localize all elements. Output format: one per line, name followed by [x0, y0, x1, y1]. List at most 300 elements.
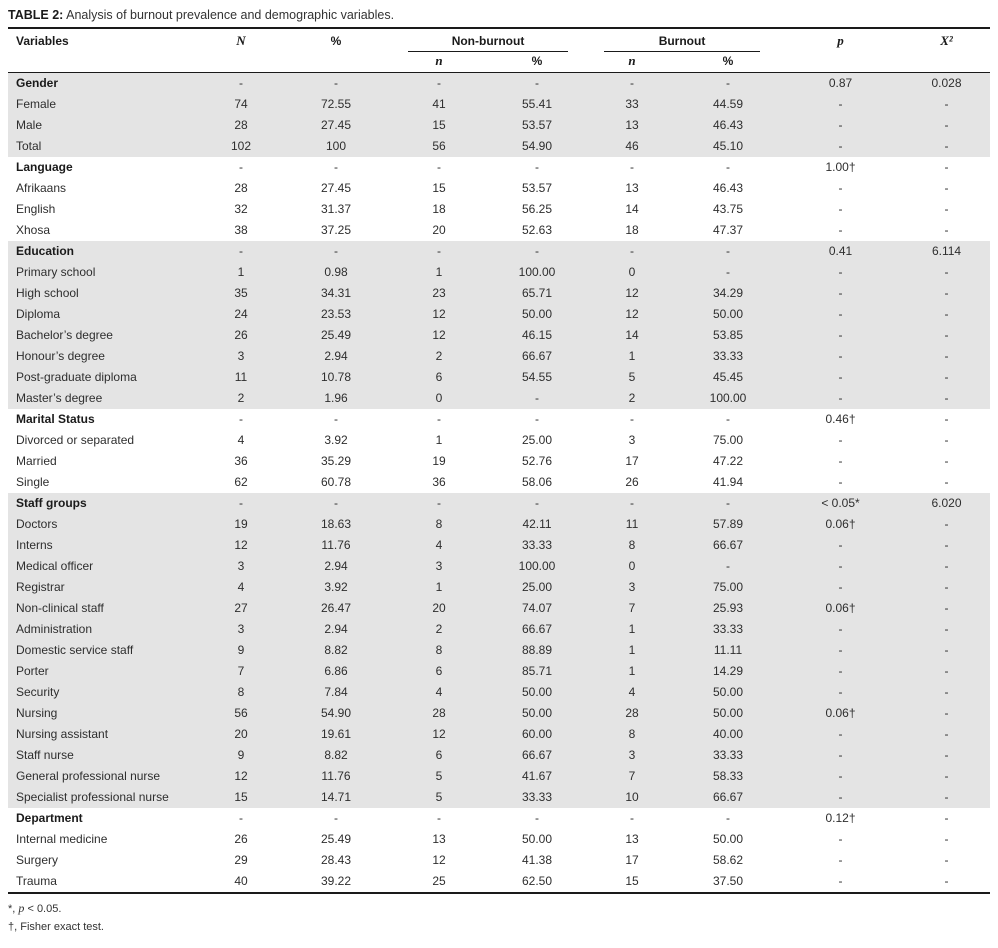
cell-n-total: 12 [200, 535, 282, 556]
cell-nonburnout-n: 41 [390, 94, 488, 115]
cell-n-total: - [200, 241, 282, 262]
row-label: Nursing [8, 703, 200, 724]
table-row [8, 262, 990, 283]
cell-p-value: - [778, 745, 903, 766]
cell-nonburnout-n: - [437, 811, 441, 825]
cell-pct-total: 6.86 [282, 661, 390, 682]
table-row [8, 451, 990, 472]
cell-burnout-n: 14 [625, 202, 639, 216]
cell-pct-total: - [334, 811, 338, 825]
cell-nonburnout-pct: 42.11 [488, 514, 586, 535]
cell-nonburnout-pct: 41.67 [488, 766, 586, 787]
cell-burnout-n: 8 [586, 535, 678, 556]
cell-nonburnout-pct: 58.06 [521, 475, 553, 489]
cell-p-value: - [838, 874, 843, 888]
cell-nonburnout-n: 12 [432, 853, 446, 867]
cell-burnout-pct: 53.85 [678, 325, 778, 346]
cell-pct-total: 8.82 [282, 640, 390, 661]
cell-n-total: - [200, 73, 282, 95]
cell-chi-squared: - [903, 535, 990, 556]
cell-nonburnout-n: - [437, 160, 441, 174]
table-row [8, 199, 990, 220]
cell-burnout-pct: - [678, 262, 778, 283]
cell-pct-total: - [282, 493, 390, 514]
cell-p-value: < 0.05* [778, 493, 903, 514]
cell-nonburnout-pct: 55.41 [488, 94, 586, 115]
row-label: Master’s degree [8, 388, 200, 409]
column-header-p-value: p [837, 33, 844, 48]
table-row [8, 724, 990, 745]
cell-burnout-pct: 75.00 [713, 433, 744, 447]
cell-pct-total: 7.84 [282, 682, 390, 703]
cell-n-total: 4 [237, 433, 245, 447]
cell-chi-squared: - [903, 388, 990, 409]
cell-nonburnout-pct: - [488, 73, 586, 95]
cell-pct-total: 10.78 [282, 367, 390, 388]
cell-burnout-n: 0 [586, 262, 678, 283]
cell-p-value: - [778, 661, 903, 682]
table-number: TABLE 2: [8, 8, 64, 22]
cell-nonburnout-pct: 50.00 [521, 832, 553, 846]
table-footnotes [8, 894, 990, 936]
cell-chi-squared: - [903, 514, 990, 535]
cell-chi-squared: - [944, 475, 949, 489]
cell-burnout-n: 3 [586, 577, 678, 598]
cell-nonburnout-n: 20 [432, 223, 446, 237]
cell-nonburnout-pct: 52.63 [521, 223, 553, 237]
cell-burnout-pct: 47.22 [713, 454, 744, 468]
cell-n-total: 3 [200, 556, 282, 577]
cell-burnout-n: - [630, 412, 635, 426]
cell-pct-total: 23.53 [282, 304, 390, 325]
cell-burnout-n: 3 [628, 433, 636, 447]
row-label: Surgery [16, 853, 59, 867]
cell-nonburnout-n: 6 [390, 661, 488, 682]
cell-p-value: - [778, 724, 903, 745]
cell-nonburnout-pct: 33.33 [488, 535, 586, 556]
cell-nonburnout-n: 12 [390, 304, 488, 325]
cell-nonburnout-n: 4 [390, 535, 488, 556]
cell-chi-squared: - [944, 853, 949, 867]
table-row [8, 619, 990, 640]
cell-n-total: 38 [234, 223, 248, 237]
cell-p-value: - [838, 202, 843, 216]
cell-nonburnout-n: 6 [390, 367, 488, 388]
cell-burnout-pct: 46.43 [678, 115, 778, 136]
cell-nonburnout-n: 5 [390, 766, 488, 787]
cell-nonburnout-n: 28 [390, 703, 488, 724]
cell-burnout-n: 1 [586, 619, 678, 640]
cell-nonburnout-pct: 66.67 [488, 745, 586, 766]
row-label: Marital Status [16, 412, 95, 426]
table-row [8, 241, 990, 262]
cell-p-value: - [838, 475, 843, 489]
row-label: Male [8, 115, 200, 136]
cell-pct-total: 72.55 [282, 94, 390, 115]
cell-nonburnout-n: 1 [435, 433, 443, 447]
cell-burnout-n: - [630, 160, 635, 174]
cell-nonburnout-pct: 33.33 [488, 787, 586, 808]
cell-burnout-n: 46 [586, 136, 678, 157]
cell-burnout-n: 1 [586, 661, 678, 682]
cell-chi-squared: - [903, 115, 990, 136]
cell-pct-total: 19.61 [282, 724, 390, 745]
cell-burnout-pct: - [678, 73, 778, 95]
cell-chi-squared: 6.114 [903, 241, 990, 262]
row-label: Total [8, 136, 200, 157]
cell-nonburnout-n: 13 [432, 832, 446, 846]
cell-n-total: 102 [200, 136, 282, 157]
cell-nonburnout-pct: 54.90 [488, 136, 586, 157]
row-label: Primary school [8, 262, 200, 283]
cell-burnout-pct: 40.00 [678, 724, 778, 745]
cell-p-value: 0.41 [778, 241, 903, 262]
cell-n-total: - [239, 412, 243, 426]
cell-n-total: 20 [200, 724, 282, 745]
cell-n-total: 40 [234, 874, 248, 888]
cell-chi-squared: - [903, 766, 990, 787]
cell-nonburnout-pct: 56.25 [521, 202, 553, 216]
cell-p-value: - [838, 832, 843, 846]
cell-burnout-pct: 46.43 [713, 181, 744, 195]
cell-p-value: - [838, 853, 843, 867]
cell-burnout-pct: 50.00 [678, 304, 778, 325]
cell-nonburnout-pct: 100.00 [488, 556, 586, 577]
table-row [8, 157, 990, 178]
cell-burnout-pct: 58.62 [713, 853, 744, 867]
cell-p-value: - [778, 367, 903, 388]
cell-n-total: 15 [200, 787, 282, 808]
table-row [8, 94, 990, 115]
cell-burnout-pct: 45.10 [678, 136, 778, 157]
column-header-pct-total: % [330, 34, 342, 48]
cell-nonburnout-pct: - [535, 160, 539, 174]
column-header-variables: Variables [16, 34, 69, 48]
table-row [8, 871, 990, 893]
cell-pct-total: 34.31 [282, 283, 390, 304]
cell-n-total: 24 [200, 304, 282, 325]
table-row [8, 745, 990, 766]
cell-burnout-n: 28 [586, 703, 678, 724]
cell-nonburnout-n: 2 [390, 346, 488, 367]
cell-chi-squared: - [944, 160, 949, 174]
cell-burnout-pct: 50.00 [713, 832, 744, 846]
table-row [8, 283, 990, 304]
cell-chi-squared: - [944, 811, 949, 825]
cell-p-value: - [778, 640, 903, 661]
cell-chi-squared: - [903, 94, 990, 115]
cell-chi-squared: - [903, 703, 990, 724]
table-row [8, 115, 990, 136]
cell-burnout-pct: 50.00 [678, 682, 778, 703]
cell-p-value: 0.06† [778, 514, 903, 535]
table-row [8, 136, 990, 157]
cell-burnout-pct: - [678, 241, 778, 262]
cell-n-total: 12 [200, 766, 282, 787]
cell-chi-squared: - [903, 724, 990, 745]
cell-nonburnout-pct: 65.71 [488, 283, 586, 304]
row-label: Post-graduate diploma [8, 367, 200, 388]
cell-p-value: - [778, 283, 903, 304]
cell-burnout-n: 10 [586, 787, 678, 808]
table-row [8, 346, 990, 367]
cell-p-value: - [778, 94, 903, 115]
row-label: Gender [8, 73, 200, 95]
column-group-burnout: Burnout [586, 29, 778, 52]
cell-burnout-pct: - [726, 811, 731, 825]
cell-burnout-n: 13 [586, 115, 678, 136]
table-row [8, 409, 990, 430]
cell-pct-total: 0.98 [282, 262, 390, 283]
cell-nonburnout-n: 5 [390, 787, 488, 808]
cell-nonburnout-pct: - [488, 388, 586, 409]
row-label: Honour’s degree [8, 346, 200, 367]
cell-chi-squared: - [944, 181, 949, 195]
cell-nonburnout-pct: 53.57 [488, 115, 586, 136]
cell-pct-total: 8.82 [282, 745, 390, 766]
cell-burnout-pct: 34.29 [678, 283, 778, 304]
row-label: Porter [8, 661, 200, 682]
cell-nonburnout-n: 56 [390, 136, 488, 157]
row-label: Afrikaans [16, 181, 67, 195]
table-caption [8, 5, 990, 29]
row-label: Internal medicine [16, 832, 108, 846]
cell-pct-total: 28.43 [320, 853, 352, 867]
cell-burnout-pct: 41.94 [713, 475, 744, 489]
row-label: Nursing assistant [8, 724, 200, 745]
cell-burnout-pct: 66.67 [678, 787, 778, 808]
cell-p-value: - [778, 535, 903, 556]
cell-chi-squared: - [903, 619, 990, 640]
cell-pct-total: 60.78 [320, 475, 352, 489]
cell-chi-squared: - [903, 283, 990, 304]
column-header-burnout-n: n [628, 53, 636, 68]
cell-pct-total: 2.94 [282, 346, 390, 367]
cell-nonburnout-pct: 66.67 [488, 346, 586, 367]
cell-nonburnout-n: 1 [390, 262, 488, 283]
cell-pct-total: 2.94 [282, 619, 390, 640]
cell-nonburnout-n: 3 [390, 556, 488, 577]
cell-burnout-pct: 66.67 [678, 535, 778, 556]
row-label: Single [16, 475, 50, 489]
cell-p-value: - [778, 766, 903, 787]
cell-n-total: 28 [200, 115, 282, 136]
cell-p-value: - [778, 262, 903, 283]
row-label: Education [8, 241, 200, 262]
cell-burnout-pct: 11.11 [678, 640, 778, 661]
cell-p-value: - [778, 136, 903, 157]
table-row [8, 577, 990, 598]
cell-pct-total: 14.71 [282, 787, 390, 808]
cell-burnout-pct: - [726, 160, 731, 174]
cell-p-value: - [778, 346, 903, 367]
table-row [8, 640, 990, 661]
row-label: Medical officer [8, 556, 200, 577]
cell-nonburnout-n: 15 [432, 181, 446, 195]
cell-nonburnout-pct: 50.00 [488, 304, 586, 325]
table-row [8, 178, 990, 199]
demographics-table [8, 29, 990, 894]
cell-n-total: 19 [200, 514, 282, 535]
table-row [8, 493, 990, 514]
cell-n-total: 7 [200, 661, 282, 682]
cell-chi-squared: - [944, 412, 949, 426]
cell-burnout-n: 17 [625, 853, 639, 867]
cell-burnout-n: 18 [625, 223, 639, 237]
column-header-burnout-pct: % [722, 54, 734, 68]
row-label: Interns [8, 535, 200, 556]
table-row [8, 850, 990, 871]
cell-nonburnout-n: 12 [390, 325, 488, 346]
cell-nonburnout-pct: - [488, 493, 586, 514]
table-caption-text: Analysis of burnout prevalence and demographic variables. [63, 8, 395, 22]
table-row [8, 808, 990, 829]
cell-nonburnout-pct: 66.67 [488, 619, 586, 640]
cell-nonburnout-pct: 52.76 [521, 454, 553, 468]
row-label: English [16, 202, 56, 216]
row-label: Registrar [8, 577, 200, 598]
cell-burnout-n: 4 [586, 682, 678, 703]
cell-burnout-n: 12 [586, 283, 678, 304]
table-row [8, 220, 990, 241]
row-label: Administration [8, 619, 200, 640]
cell-pct-total: 31.37 [320, 202, 352, 216]
cell-nonburnout-n: 4 [390, 682, 488, 703]
cell-burnout-n: - [586, 241, 678, 262]
cell-nonburnout-pct: 25.00 [488, 577, 586, 598]
cell-burnout-n: 11 [586, 514, 678, 535]
cell-n-total: 29 [234, 853, 248, 867]
cell-n-total: - [239, 811, 243, 825]
cell-pct-total: 54.90 [282, 703, 390, 724]
table-row [8, 829, 990, 850]
cell-chi-squared: - [903, 787, 990, 808]
table-row [8, 430, 990, 451]
cell-p-value: 0.12† [825, 811, 856, 825]
cell-nonburnout-pct: 88.89 [488, 640, 586, 661]
cell-pct-total: 11.76 [282, 535, 390, 556]
cell-n-total: 36 [234, 454, 248, 468]
cell-pct-total: 100 [282, 136, 390, 157]
table-row [8, 661, 990, 682]
cell-nonburnout-n: 8 [390, 640, 488, 661]
row-label: Xhosa [16, 223, 51, 237]
cell-p-value: - [778, 619, 903, 640]
cell-chi-squared: - [944, 454, 949, 468]
cell-burnout-n: 13 [625, 181, 639, 195]
cell-burnout-n: 0 [586, 556, 678, 577]
cell-nonburnout-n: 8 [390, 514, 488, 535]
cell-nonburnout-n: 12 [390, 724, 488, 745]
cell-nonburnout-n: 18 [432, 202, 446, 216]
cell-chi-squared: - [903, 745, 990, 766]
row-label: High school [8, 283, 200, 304]
table-row [8, 325, 990, 346]
cell-chi-squared: 0.028 [903, 73, 990, 95]
table-row [8, 472, 990, 493]
table-row [8, 514, 990, 535]
cell-nonburnout-pct: 62.50 [521, 874, 553, 888]
row-label: Domestic service staff [8, 640, 200, 661]
cell-p-value: 1.00† [825, 160, 856, 174]
cell-chi-squared: - [944, 874, 949, 888]
cell-burnout-n: - [586, 493, 678, 514]
cell-burnout-pct: 43.75 [713, 202, 744, 216]
row-label: General professional nurse [8, 766, 200, 787]
cell-burnout-pct: - [678, 556, 778, 577]
cell-pct-total: - [334, 160, 338, 174]
cell-nonburnout-pct: 46.15 [488, 325, 586, 346]
cell-nonburnout-pct: 74.07 [488, 598, 586, 619]
cell-chi-squared: - [903, 682, 990, 703]
cell-n-total: 26 [234, 832, 248, 846]
cell-chi-squared: - [903, 367, 990, 388]
table-row [8, 367, 990, 388]
cell-burnout-pct: 50.00 [678, 703, 778, 724]
cell-burnout-pct: 33.33 [678, 619, 778, 640]
cell-burnout-n: 14 [586, 325, 678, 346]
cell-n-total: 9 [200, 640, 282, 661]
table-body [8, 73, 990, 894]
cell-chi-squared: - [944, 433, 949, 447]
cell-burnout-pct: 100.00 [678, 388, 778, 409]
cell-nonburnout-pct: 50.00 [488, 703, 586, 724]
cell-nonburnout-pct: 100.00 [488, 262, 586, 283]
cell-nonburnout-n: 25 [432, 874, 446, 888]
cell-chi-squared: - [903, 556, 990, 577]
cell-burnout-pct: 14.29 [678, 661, 778, 682]
row-label: Trauma [16, 874, 57, 888]
row-label: Bachelor’s degree [8, 325, 200, 346]
cell-n-total: 1 [200, 262, 282, 283]
cell-n-total: 4 [200, 577, 282, 598]
cell-chi-squared: - [903, 598, 990, 619]
cell-nonburnout-n: 19 [432, 454, 446, 468]
cell-n-total: 3 [200, 619, 282, 640]
row-label: Specialist professional nurse [8, 787, 200, 808]
cell-n-total: 2 [200, 388, 282, 409]
cell-n-total: 26 [200, 325, 282, 346]
column-header-n-total: N [236, 33, 246, 48]
cell-nonburnout-n: 6 [390, 745, 488, 766]
cell-n-total: 27 [200, 598, 282, 619]
cell-nonburnout-n: 15 [390, 115, 488, 136]
table-row [8, 556, 990, 577]
column-header-nonburnout-pct: % [531, 54, 543, 68]
cell-p-value: - [778, 787, 903, 808]
cell-n-total: 3 [200, 346, 282, 367]
row-label: Language [16, 160, 73, 174]
cell-pct-total: 18.63 [282, 514, 390, 535]
cell-burnout-pct: 75.00 [678, 577, 778, 598]
table-row [8, 766, 990, 787]
cell-pct-total: 1.96 [282, 388, 390, 409]
row-label: Doctors [8, 514, 200, 535]
cell-pct-total: 2.94 [282, 556, 390, 577]
cell-burnout-n: 33 [586, 94, 678, 115]
cell-pct-total: 39.22 [320, 874, 352, 888]
table-row [8, 682, 990, 703]
cell-nonburnout-pct: 60.00 [488, 724, 586, 745]
table-row [8, 304, 990, 325]
cell-burnout-pct: 45.45 [678, 367, 778, 388]
table-row [8, 73, 990, 95]
cell-nonburnout-n: 23 [390, 283, 488, 304]
cell-nonburnout-n: - [390, 241, 488, 262]
cell-n-total: - [239, 160, 243, 174]
cell-n-total: 35 [200, 283, 282, 304]
row-label: Non-clinical staff [8, 598, 200, 619]
